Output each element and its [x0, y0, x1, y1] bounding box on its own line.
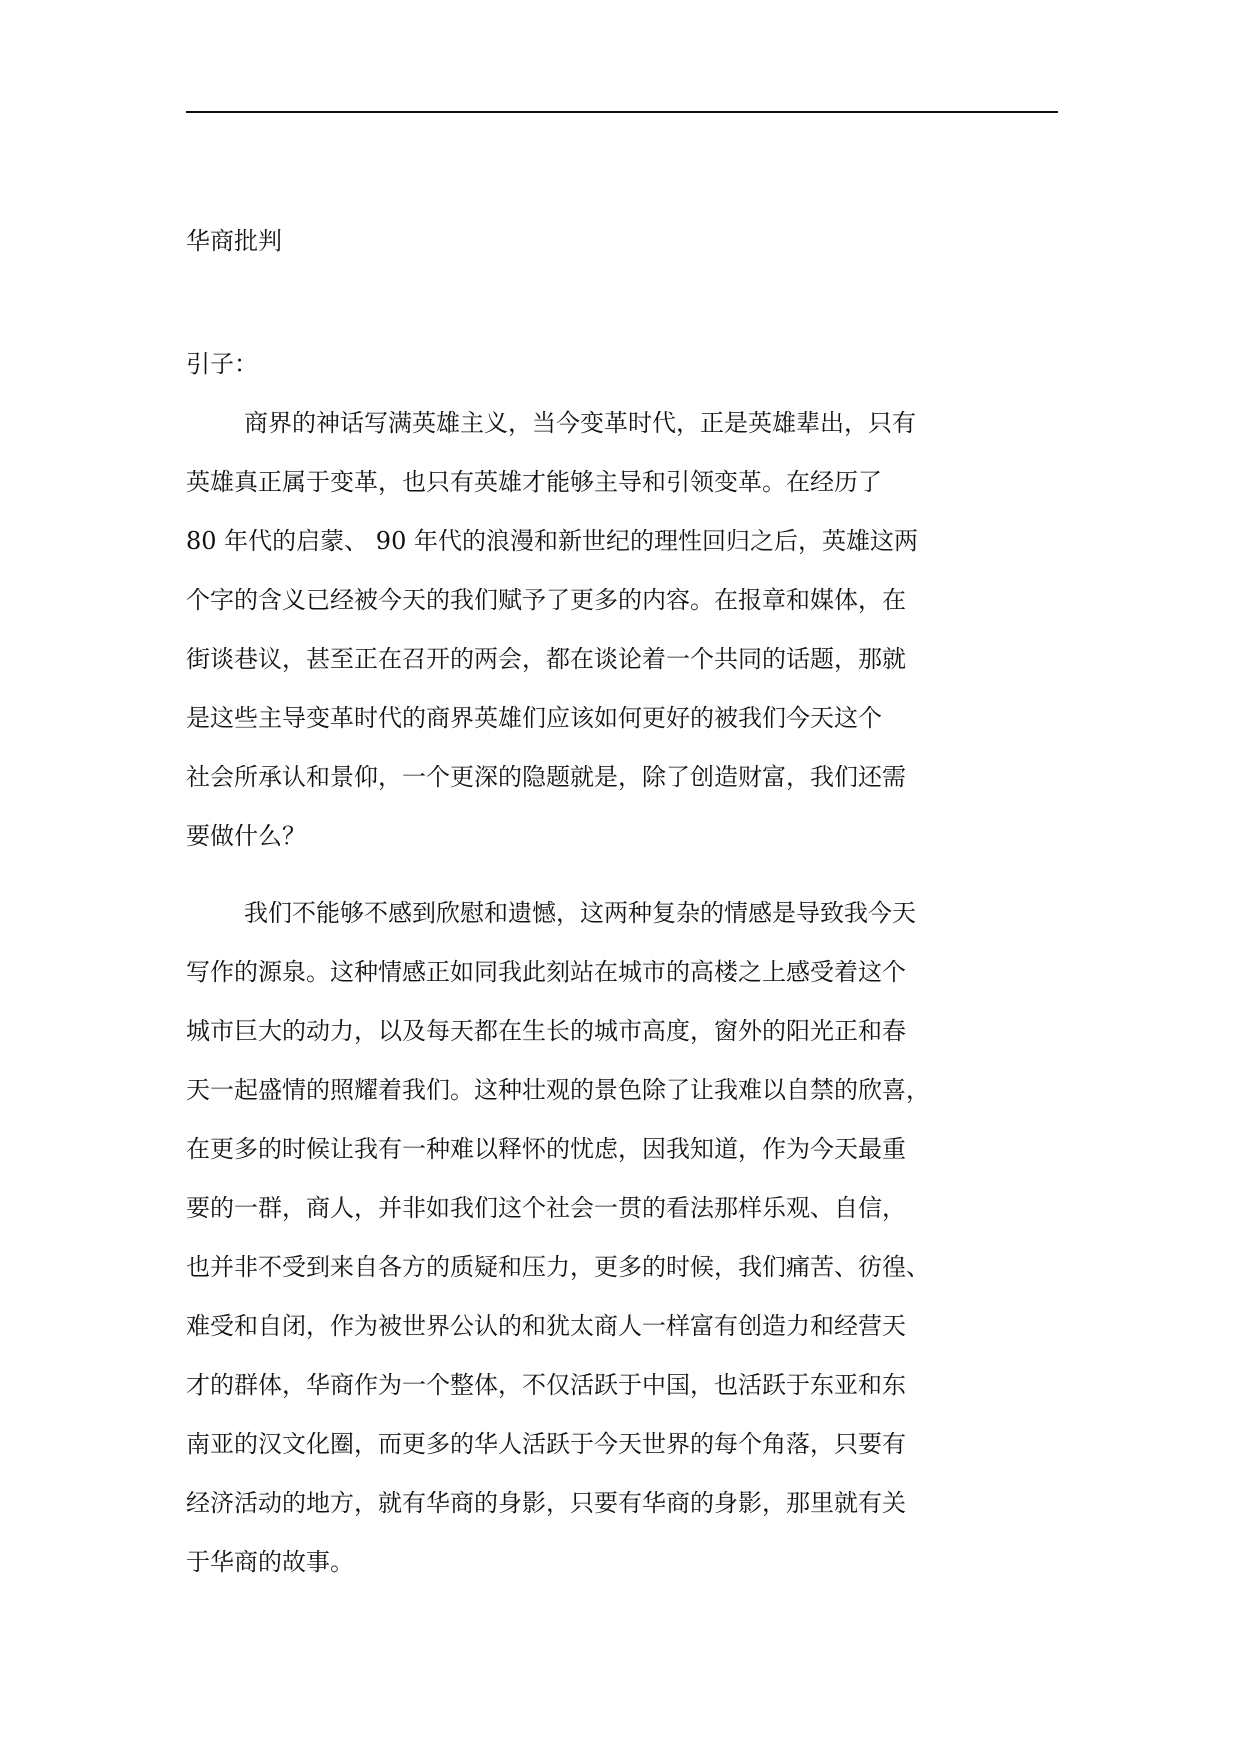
paragraph-line: 要做什么？	[186, 822, 306, 850]
paragraph-line: 个字的含义已经被今天的我们赋予了更多的内容。在报章和媒体，在	[186, 586, 906, 614]
intro-label: 引子：	[186, 350, 258, 378]
paragraph-line: 写作的源泉。这种情感正如同我此刻站在城市的高楼之上感受着这个	[186, 958, 906, 986]
paragraph-line: 也并非不受到来自各方的质疑和压力，更多的时候，我们痛苦、彷徨、	[186, 1253, 930, 1281]
paragraph-line: 难受和自闭，作为被世界公认的和犹太商人一样富有创造力和经营天	[186, 1312, 906, 1340]
paragraph-line: 于华商的故事。	[186, 1548, 354, 1576]
paragraph-line: 商界的神话写满英雄主义，当今变革时代，正是英雄辈出，只有	[244, 409, 916, 437]
paragraph-line: 在更多的时候让我有一种难以释怀的忧虑，因我知道，作为今天最重	[186, 1135, 906, 1163]
paragraph-1	[186, 394, 1066, 866]
paragraph-line: 要的一群，商人，并非如我们这个社会一贯的看法那样乐观、自信，	[186, 1194, 906, 1222]
paragraph-line: 社会所承认和景仰，一个更深的隐题就是，除了创造财富，我们还需	[186, 763, 906, 791]
paragraph-line: 经济活动的地方，就有华商的身影，只要有华商的身影，那里就有关	[186, 1489, 906, 1517]
paragraph-line: 我们不能够不感到欣慰和遗憾，这两种复杂的情感是导致我今天	[244, 899, 916, 927]
document-title: 华商批判	[186, 227, 282, 255]
paragraph-line: 80 年代的启蒙、 90 年代的浪漫和新世纪的理性回归之后，英雄这两	[186, 527, 918, 555]
header-rule	[186, 111, 1058, 113]
paragraph-line: 街谈巷议，甚至正在召开的两会，都在谈论着一个共同的话题，那就	[186, 645, 906, 673]
paragraph-2	[186, 884, 1066, 1592]
paragraph-line: 城市巨大的动力，以及每天都在生长的城市高度，窗外的阳光正和春	[186, 1017, 906, 1045]
paragraph-line: 才的群体，华商作为一个整体，不仅活跃于中国，也活跃于东亚和东	[186, 1371, 906, 1399]
paragraph-line: 是这些主导变革时代的商界英雄们应该如何更好的被我们今天这个	[186, 704, 882, 732]
paragraph-line: 南亚的汉文化圈，而更多的华人活跃于今天世界的每个角落，只要有	[186, 1430, 906, 1458]
paragraph-line: 天一起盛情的照耀着我们。这种壮观的景色除了让我难以自禁的欣喜，	[186, 1076, 930, 1104]
paragraph-line: 英雄真正属于变革，也只有英雄才能够主导和引领变革。在经历了	[186, 468, 882, 496]
